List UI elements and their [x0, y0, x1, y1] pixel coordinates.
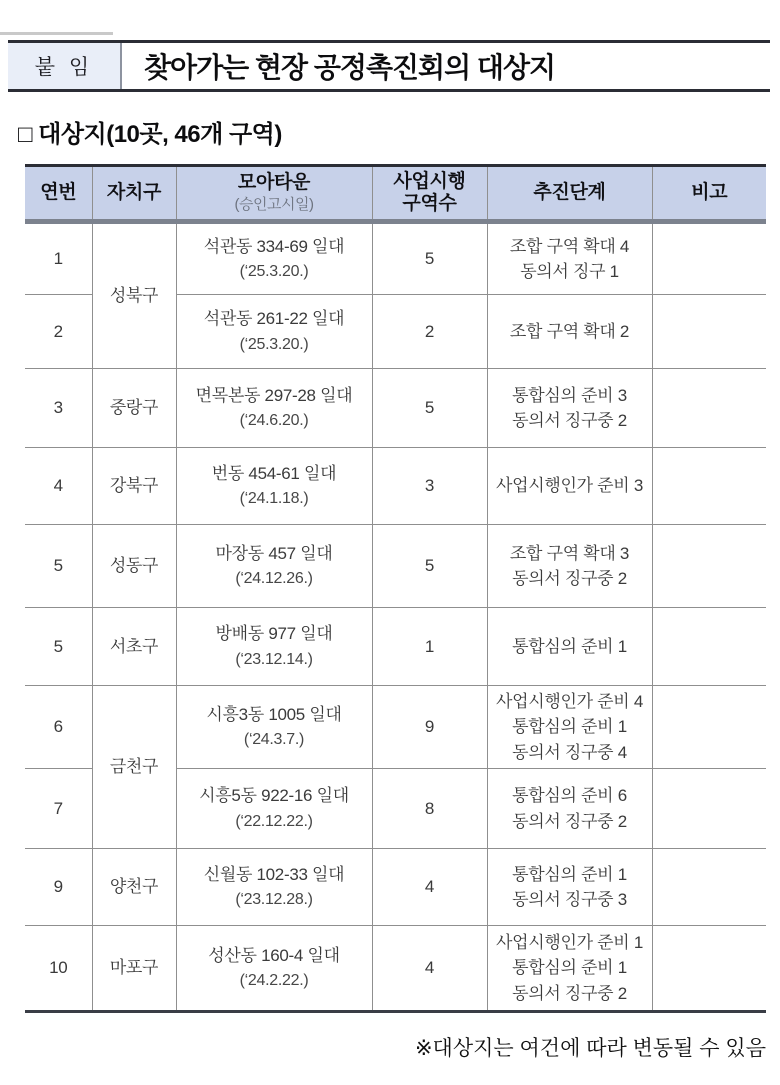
cell-stage — [487, 525, 652, 608]
stage-line: 조합 구역 확대 3 — [509, 543, 630, 563]
cell-serial: 6 — [25, 686, 92, 769]
cell-stage — [487, 769, 652, 849]
cell-serial: 2 — [25, 295, 92, 369]
location-text: 석관동 334-69 일대 — [203, 236, 345, 256]
cell-moa-town — [176, 608, 372, 686]
cell-serial: 7 — [25, 769, 92, 849]
header-moa-town-main: 모아타운 — [237, 172, 311, 194]
approval-date-text: (‘25.3.20.) — [239, 263, 309, 281]
cell-note — [652, 926, 766, 1012]
cell-moa-town — [176, 222, 372, 295]
stage-line: 통합심의 준비 1 — [512, 717, 627, 737]
cell-note — [652, 369, 766, 448]
header-zone-count-line1: 사업시행 — [393, 171, 466, 193]
table-row — [25, 525, 766, 608]
approval-date-text: (‘24.1.18.) — [239, 490, 309, 508]
page-crop-artifact-line — [0, 32, 113, 35]
cell-zone-count: 5 — [372, 525, 487, 608]
cell-district: 마포구 — [92, 926, 176, 1012]
cell-district: 성동구 — [92, 525, 176, 608]
cell-moa-town — [176, 849, 372, 926]
cell-note — [652, 769, 766, 849]
stage-line: 사업시행인가 준비 1 — [496, 932, 643, 952]
table-row — [25, 222, 766, 295]
table-row — [25, 448, 766, 525]
table-row — [25, 369, 766, 448]
stage-line: 사업시행인가 준비 3 — [496, 476, 643, 496]
cell-stage — [487, 686, 652, 769]
table-row — [25, 608, 766, 686]
table-header-row — [25, 166, 766, 222]
location-text: 석관동 261-22 일대 — [203, 309, 345, 329]
cell-district: 금천구 — [92, 686, 176, 849]
approval-date-text: (‘24.2.22.) — [239, 972, 309, 990]
cell-zone-count: 5 — [372, 369, 487, 448]
cell-zone-count: 5 — [372, 222, 487, 295]
cell-zone-count: 8 — [372, 769, 487, 849]
location-text: 방배동 977 일대 — [215, 624, 333, 644]
cell-zone-count: 4 — [372, 926, 487, 1012]
location-text: 신월동 102-33 일대 — [203, 864, 345, 884]
stage-line: 동의서 징구중 2 — [512, 983, 627, 1003]
header-serial: 연번 — [25, 166, 92, 222]
cell-stage — [487, 295, 652, 369]
stage-line: 동의서 징구중 2 — [512, 411, 627, 430]
cell-stage — [487, 926, 652, 1012]
header-moa-town — [176, 166, 372, 222]
cell-serial: 5 — [25, 608, 92, 686]
header-moa-town-sub: (승인고시일) — [234, 196, 314, 214]
cell-stage — [487, 222, 652, 295]
cell-zone-count: 9 — [372, 686, 487, 769]
table-row — [25, 686, 766, 769]
stage-line: 동의서 징구중 4 — [512, 742, 627, 762]
cell-note — [652, 448, 766, 525]
cell-district: 강북구 — [92, 448, 176, 525]
section-heading: □ 대상지(10곳, 46개 구역) — [18, 121, 282, 148]
location-text: 번동 454-61 일대 — [211, 463, 337, 483]
cell-note — [652, 295, 766, 369]
stage-line: 동의서 징구중 3 — [512, 890, 627, 909]
cell-stage — [487, 448, 652, 525]
cell-district: 성북구 — [92, 222, 176, 369]
location-text: 시흥3동 1005 일대 — [206, 704, 342, 724]
cell-serial: 1 — [25, 222, 92, 295]
location-text: 성산동 160-4 일대 — [208, 945, 340, 965]
stage-line: 통합심의 준비 1 — [512, 864, 627, 884]
approval-date-text: (‘24.6.20.) — [239, 412, 309, 430]
location-text: 면목본동 297-28 일대 — [195, 385, 353, 405]
approval-date-text: (‘23.12.28.) — [235, 891, 313, 909]
cell-district: 양천구 — [92, 849, 176, 926]
stage-line: 통합심의 준비 1 — [512, 958, 627, 978]
cell-district: 중랑구 — [92, 369, 176, 448]
cell-moa-town — [176, 769, 372, 849]
attachment-header-bar — [8, 40, 770, 92]
stage-line: 동의서 징구중 2 — [512, 569, 627, 588]
cell-moa-town — [176, 686, 372, 769]
approval-date-text: (‘23.12.14.) — [235, 650, 313, 668]
cell-stage — [487, 849, 652, 926]
location-text: 시흥5동 922-16 일대 — [199, 786, 349, 806]
cell-stage — [487, 608, 652, 686]
table-body — [25, 222, 766, 1012]
cell-moa-town — [176, 525, 372, 608]
cell-moa-town — [176, 448, 372, 525]
stage-line: 동의서 징구 1 — [520, 262, 619, 281]
cell-moa-town — [176, 295, 372, 369]
cell-note — [652, 849, 766, 926]
footnote: ※대상지는 여건에 따라 변동될 수 있음 — [414, 1037, 766, 1060]
cell-zone-count: 3 — [372, 448, 487, 525]
cell-zone-count: 2 — [372, 295, 487, 369]
approval-date-text: (‘22.12.22.) — [235, 812, 313, 830]
approval-date-text: (‘24.3.7.) — [243, 731, 305, 749]
approval-date-text: (‘25.3.20.) — [239, 335, 309, 353]
cell-note — [652, 222, 766, 295]
cell-moa-town — [176, 369, 372, 448]
stage-line: 동의서 징구중 2 — [512, 811, 627, 831]
header-zone-count — [372, 166, 487, 222]
cell-serial: 10 — [25, 926, 92, 1012]
cell-zone-count: 1 — [372, 608, 487, 686]
cell-serial: 9 — [25, 849, 92, 926]
cell-serial: 4 — [25, 448, 92, 525]
location-text: 마장동 457 일대 — [215, 543, 333, 563]
stage-line: 통합심의 준비 6 — [512, 786, 627, 805]
cell-district: 서초구 — [92, 608, 176, 686]
stage-line: 조합 구역 확대 4 — [509, 236, 630, 256]
header-stage: 추진단계 — [487, 166, 652, 222]
cell-zone-count: 4 — [372, 849, 487, 926]
table-row — [25, 926, 766, 1012]
document-title: 찾아가는 현장 공정촉진회의 대상지 — [144, 52, 556, 83]
table-row — [25, 849, 766, 926]
cell-stage — [487, 369, 652, 448]
header-note: 비고 — [652, 166, 766, 222]
stage-line: 통합심의 준비 3 — [512, 385, 627, 405]
attachment-label-box — [8, 43, 122, 89]
attachment-label: 붙 임 — [34, 56, 94, 79]
cell-moa-town — [176, 926, 372, 1012]
header-district: 자치구 — [92, 166, 176, 222]
cell-note — [652, 608, 766, 686]
stage-line: 사업시행인가 준비 4 — [496, 691, 643, 711]
target-sites-table — [25, 164, 766, 1013]
header-zone-count-line2: 구역수 — [402, 193, 457, 214]
stage-line: 통합심의 준비 1 — [512, 636, 627, 656]
cell-note — [652, 686, 766, 769]
stage-line: 조합 구역 확대 2 — [509, 321, 630, 341]
approval-date-text: (‘24.12.26.) — [235, 570, 313, 588]
cell-note — [652, 525, 766, 608]
cell-serial: 3 — [25, 369, 92, 448]
cell-serial: 5 — [25, 525, 92, 608]
